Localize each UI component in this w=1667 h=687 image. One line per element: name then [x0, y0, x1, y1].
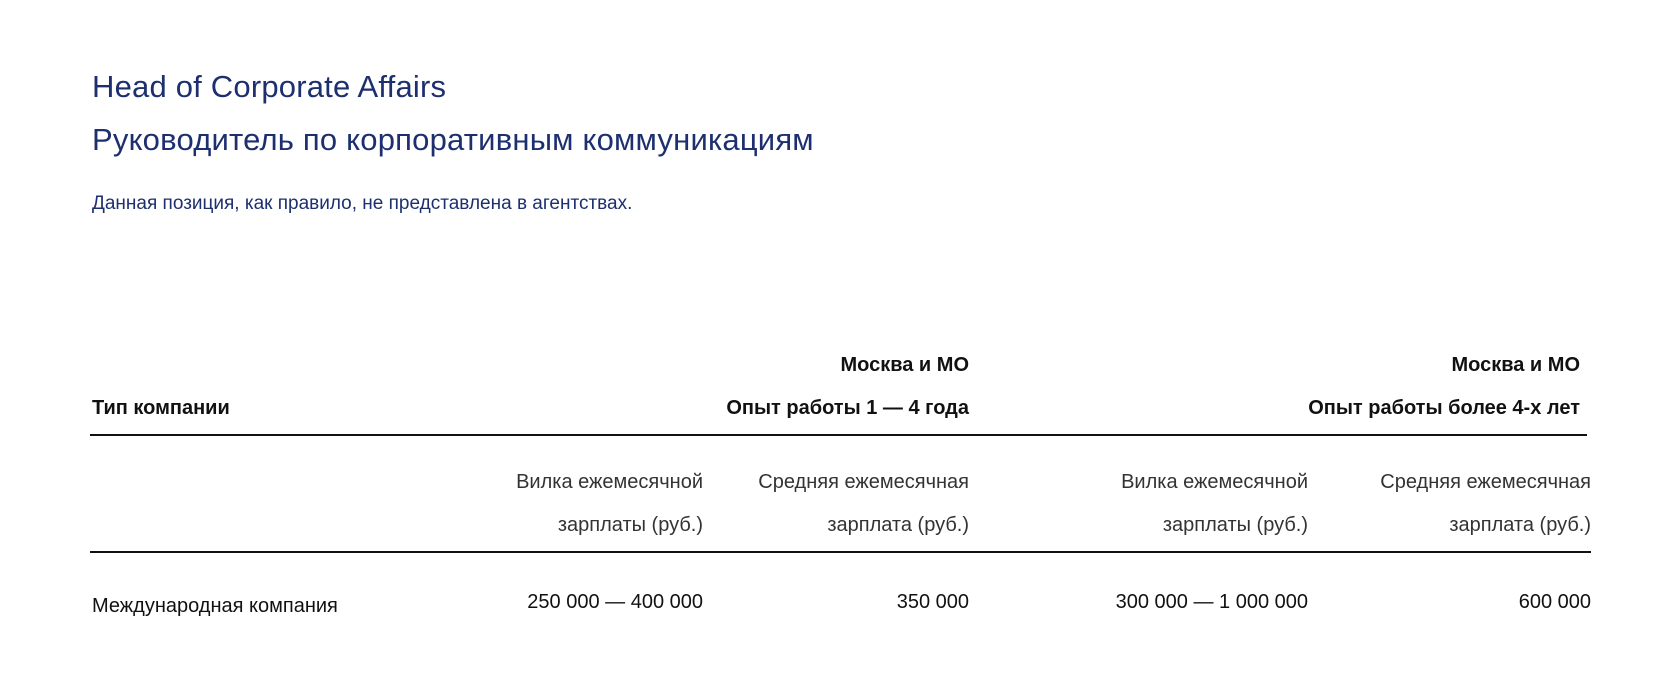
row-group2-range: 300 000 — 1 000 000 [1115, 591, 1308, 613]
row-group1-range: 250 000 — 400 000 [527, 591, 703, 613]
position-note: Данная позиция, как правило, не представлена в агентствах. [92, 193, 633, 214]
row-group1-avg: 350 000 [896, 591, 969, 613]
row-group2-avg: 600 000 [1518, 591, 1591, 613]
header-divider [90, 434, 1587, 436]
subheader-divider [90, 551, 1591, 553]
page-title-english: Head of Corporate Affairs [92, 69, 447, 104]
group1-experience: Опыт работы 1 — 4 года [726, 397, 969, 419]
group2-range-subheader-line1: Вилка ежемесячной [1121, 471, 1308, 493]
group2-avg-subheader-line1: Средняя ежемесячная [1380, 471, 1591, 493]
company-type-header: Тип компании [92, 397, 230, 419]
group1-range-subheader-line2: зарплаты (руб.) [557, 514, 703, 536]
group2-region: Москва и МО [1451, 354, 1580, 376]
group1-region: Москва и МО [840, 354, 969, 376]
group1-avg-subheader-line2: зарплата (руб.) [827, 514, 969, 536]
page-title-russian: Руководитель по корпоративным коммуникациям [92, 122, 814, 157]
group2-experience: Опыт работы более 4-х лет [1308, 397, 1580, 419]
row-company-type: Международная компания [92, 595, 338, 617]
group2-avg-subheader-line2: зарплата (руб.) [1449, 514, 1591, 536]
group2-range-subheader-line2: зарплаты (руб.) [1162, 514, 1308, 536]
group1-range-subheader-line1: Вилка ежемесячной [516, 471, 703, 493]
group1-avg-subheader-line1: Средняя ежемесячная [758, 471, 969, 493]
